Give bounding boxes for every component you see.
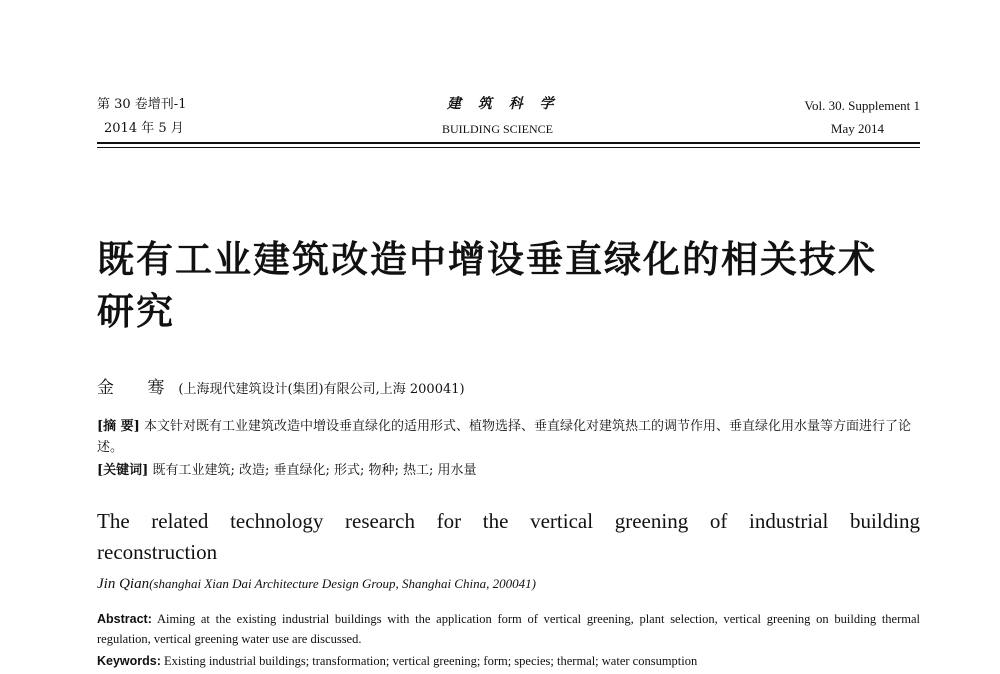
author-affiliation-en: (shanghai Xian Dai Architecture Design Group, Shanghai China, 200041)	[149, 576, 536, 591]
header-date-en: May 2014	[830, 121, 884, 136]
abstract-text-cn: 本文针对既有工业建筑改造中增设垂直绿化的适用形式、植物选择、垂直绿化对建筑热工的调节作用、垂直绿化用水量等方面进行了论述。	[97, 419, 911, 455]
abstract-cn	[97, 416, 920, 458]
author-line-cn	[97, 373, 465, 398]
paper-title-cn: 既有工业建筑改造中增设垂直绿化的相关技术研究	[97, 238, 877, 333]
keywords-text-cn: 既有工业建筑; 改造; 垂直绿化; 形式; 物种; 热工; 用水量	[152, 463, 477, 478]
author-name-en: Jin Qian	[97, 576, 150, 592]
keywords-cn	[97, 460, 920, 481]
journal-name-cn: 建 筑 科 学	[447, 96, 560, 112]
header-volume-en: Vol. 30. Supplement 1	[804, 98, 920, 113]
keywords-label-cn: [关键词]	[97, 463, 149, 478]
keywords-text-en: Existing industrial buildings; transformation; vertical greening; form; species; thermal; water consumption	[164, 654, 698, 668]
header-rule-thin	[97, 147, 920, 148]
header-rule-thick	[97, 142, 920, 144]
author-affiliation-cn: (上海现代建筑设计(集团)有限公司,上海 200041)	[178, 382, 465, 397]
paper-title-en: The related technology research for the vertical greening of industrial building reconstruction	[97, 509, 920, 564]
abstract-label-en: Abstract:	[97, 612, 152, 626]
abstract-label-cn: [摘 要]	[97, 419, 140, 434]
author-line-en	[97, 576, 536, 593]
abstract-text-en: Aiming at the existing industrial buildings with the application form of vertical greening, plant selection, vertical greening on building thermal regulation, vertical greening water use are discussed.	[97, 612, 921, 646]
header-volume-cn: 第 30 卷增刊-1	[97, 97, 187, 112]
journal-name-en: BUILDING SCIENCE	[442, 122, 553, 136]
keywords-en	[97, 651, 920, 671]
keywords-label-en: Keywords:	[97, 654, 161, 668]
author-name-cn: 金 骞	[97, 378, 179, 398]
abstract-en	[97, 609, 920, 649]
header-date-cn: 2014 年 5 月	[104, 121, 184, 136]
